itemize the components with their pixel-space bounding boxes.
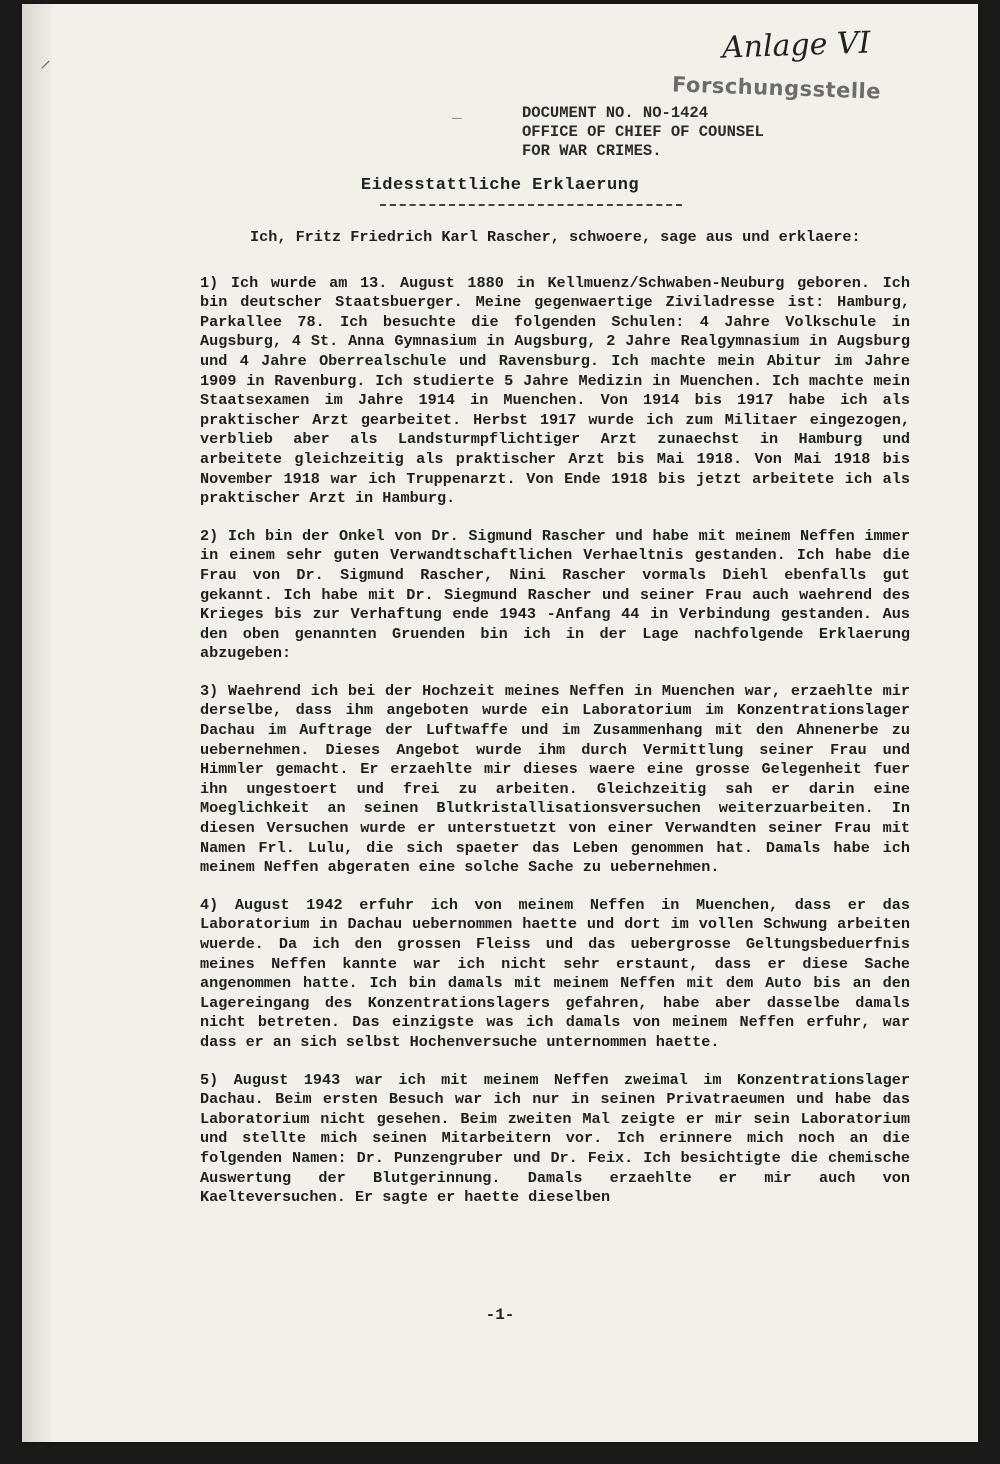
doc-ref-line-2: OFFICE OF CHIEF OF COUNSEL (522, 123, 764, 141)
paragraph-4: 4) August 1942 erfuhr ich von meinem Neffen in Muenchen, dass er das Laboratorium in Dachau uebernommen haette und dort im vollen Schwung arbeiten wuerde. Da ich den grossen Fleiss und das uebergrosse Geltungsbeduerfnis meines Neffen kannte war ich nicht sehr erstaunt, dass er diese Sache angenommen hatte. Ich bin damals mit meinem Neffen mit dem Auto bis an den Lagereingang des Konzentrationslagers gefahren, habe aber dasselbe damals nicht betreten. Das einzigste was ich damals von meinem Neffen erfuhr, war dass er an sich selbst Hochenversuche unternommen haette. (200, 895, 910, 1051)
document-body (200, 228, 910, 1226)
document-reference (522, 104, 764, 161)
binder-margin (22, 4, 52, 1442)
doc-ref-line-3: FOR WAR CRIMES. (522, 142, 662, 160)
archive-stamp: Forschungsstelle (671, 72, 882, 104)
title-underline (380, 204, 682, 206)
intro-paragraph: Ich, Fritz Friedrich Karl Rascher, schwoere, sage aus und erklaere: (250, 228, 861, 246)
document-page (22, 4, 978, 1442)
document-title: Eidesstattliche Erklaerung (360, 176, 640, 195)
handwritten-annotation: Anlage VI (721, 25, 872, 66)
paragraph-3: 3) Waehrend ich bei der Hochzeit meines Neffen in Muenchen war, erzaehlte mir derselbe, dass ihm angeboten wurde ein Laboratorium im Konzentrationslager Dachau im Auftrage der Luftwaffe und im Zusammenhang mit den Ahnenerbe zu uebernehmen. Dieses Angebot wurde ihm durch Vermittlung seiner Frau und Himmler gemacht. Er erzaehlte mir dieses waere eine grosse Gelegenheit fuer ihn ungestoert und frei zu arbeiten. Gleichzeitig sah er darin eine Moeglichkeit an seinen Blutkristallisationsversuchen weiterzuarbeiten. In diesen Versuchen wurde er unterstuetzt von einer Verwandten seiner Frau mit Namen Frl. Lulu, die sich spaeter das Leben genommen hat. Damals habe ich meinem Neffen abgeraten eine solche Sache zu uebernehmen. (200, 681, 910, 877)
paragraph-5: 5) August 1943 war ich mit meinem Neffen zweimal im Konzentrationslager Dachau. Beim ersten Besuch war ich nur in seinen Privatraeumen und habe das Laboratorium nicht gesehen. Beim zweiten Mal zeigte er mir sein Laboratorium und stellte mich seinen Mitarbeitern vor. Ich erinnere mich noch an die folgenden Namen: Dr. Punzengruber und Dr. Feix. Ich besichtigte die chemische Auswertung der Blutgerinnung. Damals erzaehlte er mir auch von Kaelteversuchen. Er sagte er haette dieselben (200, 1070, 910, 1207)
page-number: -1- (485, 1306, 515, 1324)
stray-mark: ⸝ (40, 49, 52, 74)
paragraph-2: 2) Ich bin der Onkel von Dr. Sigmund Rascher und habe mit meinem Neffen immer in einem sehr guten Verwandtschaftlichen Verhaeltnis gestanden. Ich habe die Frau von Dr. Sigmund Rascher, Nini Rascher vormals Diehl ebenfalls gut gekannt. Ich habe mit Dr. Siegmund Rascher und seiner Frau auch waehrend des Krieges bis zur Verhaftung ende 1943 -Anfang 44 in Verbindung gestanden. Aus den oben genannten Gruenden bin ich in der Lage nachfolgende Erklaerung abzugeben: (200, 526, 910, 663)
doc-ref-line-1: DOCUMENT NO. NO-1424 (522, 104, 709, 122)
underscore-mark: _ (452, 104, 462, 122)
paragraph-1: 1) Ich wurde am 13. August 1880 in Kellmuenz/Schwaben-Neuburg geboren. Ich bin deutscher Staatsbuerger. Meine gegenwaertige Ziviladresse ist: Hamburg, Parkallee 78. Ich besuchte die folgenden Schulen: 4 Jahre Volkschule in Augsburg, 4 St. Anna Gymnasium in Augsburg, 2 Jahre Realgymnasium in Augsburg und 4 Jahre Oberrealschule und Ravensburg. Ich machte mein Abitur im Jahre 1909 in Ravenburg. Ich studierte 5 Jahre Medizin in Muenchen. Ich machte mein Staatsexamen im Jahre 1914 in Muenchen. Von 1914 bis 1917 habe ich als praktischer Arzt gearbeitet. Herbst 1917 wurde ich zum Militaer eingezogen, verblieb aber als Landsturmpflichtiger Arzt zunaechst in Hamburg und arbeitete gleichzeitig als praktischer Arzt bis Mai 1918. Von Mai 1918 bis November 1918 war ich Truppenarzt. Von Ende 1918 bis jetzt arbeitete ich als praktischer Arzt in Hamburg. (200, 273, 910, 508)
